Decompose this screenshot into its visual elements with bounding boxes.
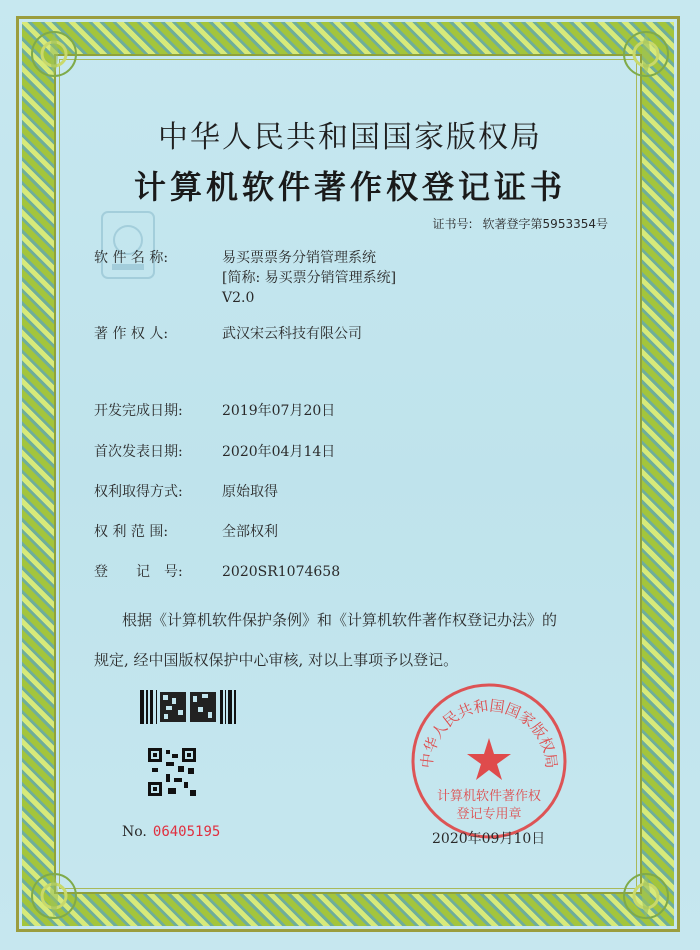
field-label: 首次发表日期:	[94, 444, 183, 460]
field-value: 2019年07月20日	[222, 403, 336, 419]
certificate-number	[433, 215, 609, 232]
watermark-emblem-icon	[98, 208, 158, 282]
software-version: V2.0	[222, 290, 255, 306]
field-first-publish-date	[94, 442, 335, 462]
statement-line-1: 根据《计算机软件保护条例》和《计算机软件著作权登记办法》的	[122, 611, 558, 629]
field-acquisition-method	[94, 482, 278, 502]
field-label: 著 作 权 人:	[94, 326, 169, 342]
field-value: 2020年04月14日	[222, 444, 336, 460]
field-label: 软 件 名 称:	[94, 250, 169, 266]
serial-label: No.	[122, 824, 147, 840]
field-copyright-holder	[94, 324, 362, 344]
field-value: 2020SR1074658	[222, 564, 341, 580]
qr-code-icon	[148, 748, 196, 796]
issuer-title: 中华人民共和国国家版权局	[158, 120, 542, 155]
seal-line-2: 登记专用章	[456, 807, 522, 822]
field-value: 全部权利	[222, 524, 278, 540]
corner-ornament-icon	[22, 864, 86, 928]
issue-date: 2020年09月10日	[432, 831, 546, 847]
corner-ornament-icon	[614, 22, 678, 86]
statement-line-2: 规定, 经中国版权保护中心审核, 对以上事项予以登记。	[94, 651, 459, 669]
field-label: 权利取得方式:	[94, 484, 183, 500]
certificate-title: 计算机软件著作权登记证书	[133, 168, 566, 206]
field-registration-no	[94, 562, 340, 582]
field-label: 登 记 号:	[94, 564, 183, 580]
field-value: 易买票票务分销管理系统	[222, 250, 376, 266]
field-value: 武汉宋云科技有限公司	[222, 326, 362, 342]
corner-ornament-icon	[614, 864, 678, 928]
field-dev-completion-date	[94, 401, 335, 421]
field-label: 开发完成日期:	[94, 403, 183, 419]
serial-number	[122, 824, 220, 840]
seal-line-1: 计算机软件著作权	[436, 789, 542, 804]
serial-value: 06405195	[152, 824, 221, 840]
field-value: 原始取得	[222, 484, 278, 500]
corner-ornament-icon	[22, 22, 86, 86]
software-short-name: [简称: 易买票分销管理系统]	[222, 270, 397, 286]
barcode-icon	[140, 690, 240, 724]
seal-arc-text: 中华人民共和国国家版权局	[417, 696, 561, 770]
field-software-name	[94, 248, 376, 268]
certificate-number-label: 证书号:	[432, 217, 473, 231]
official-seal-icon	[408, 680, 570, 842]
field-label: 权 利 范 围:	[94, 524, 169, 540]
certificate-number-value: 软著登字第5953354号	[482, 217, 608, 231]
field-rights-scope	[94, 522, 278, 542]
